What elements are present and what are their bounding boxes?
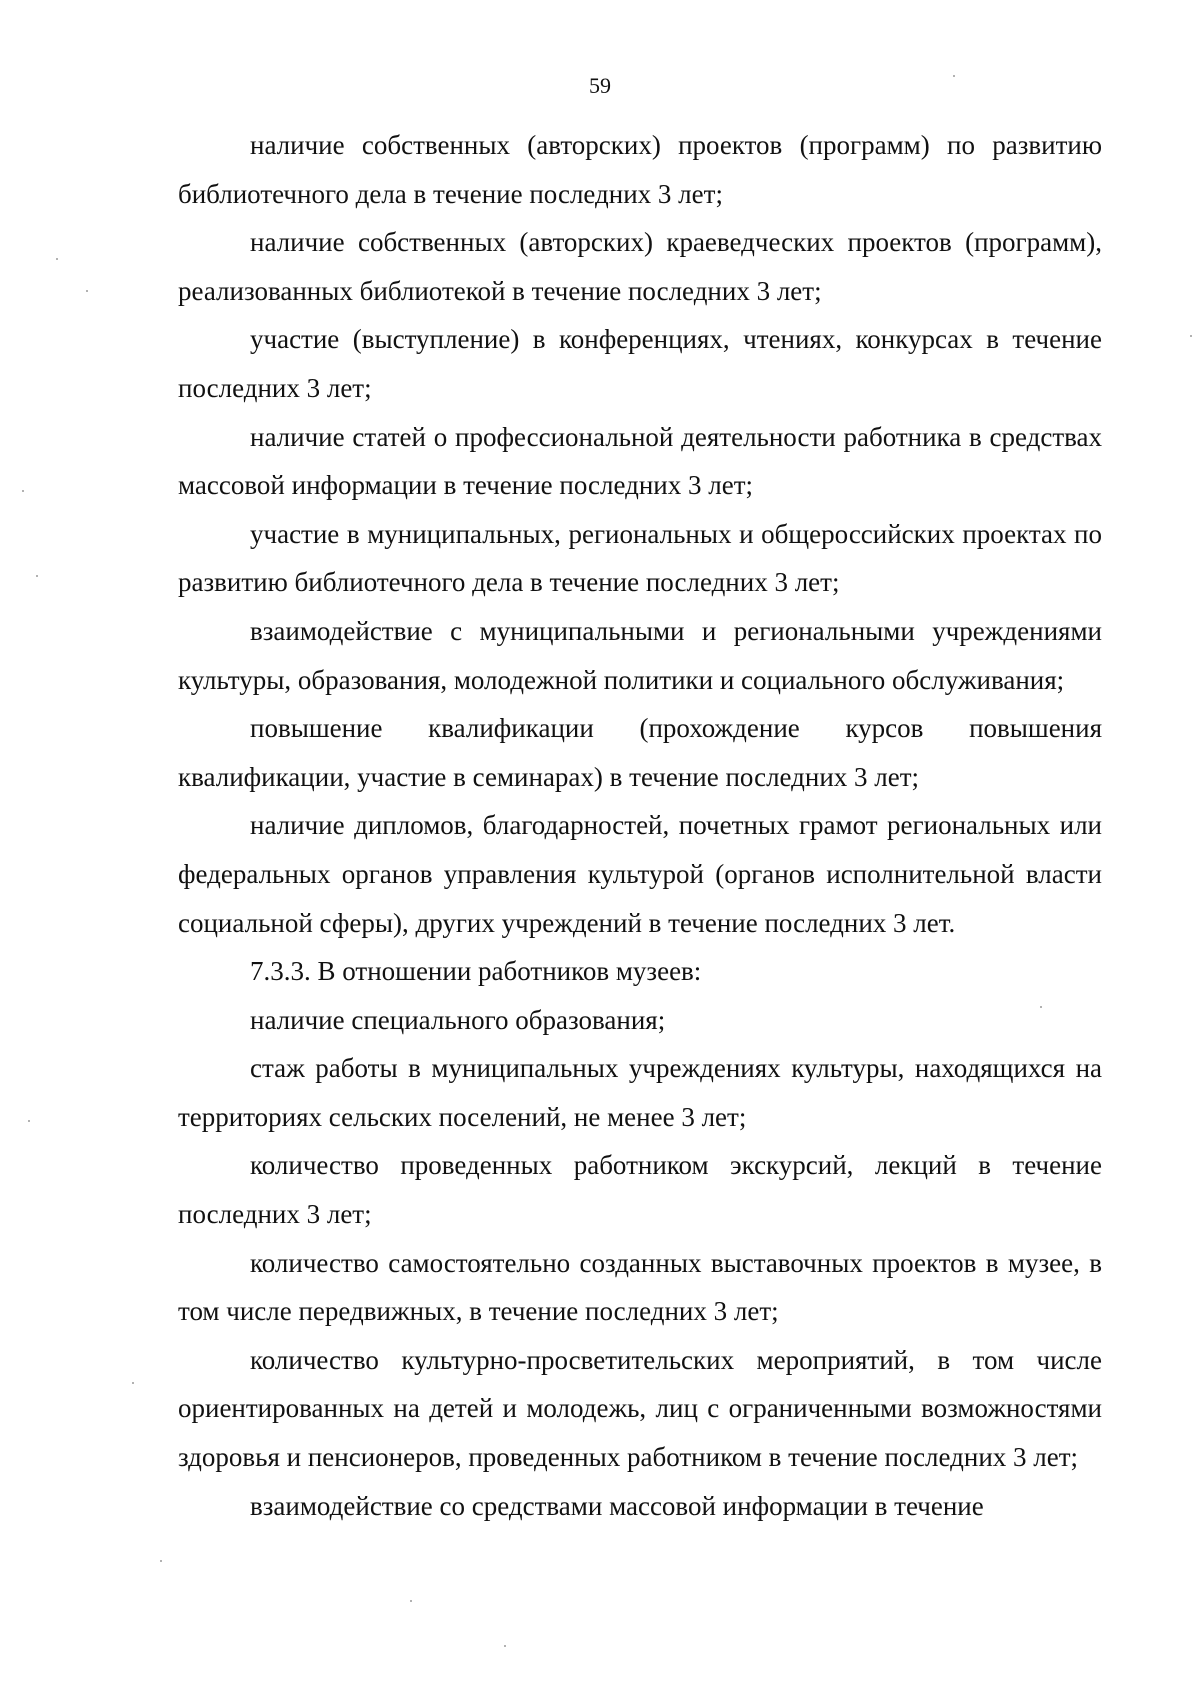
paragraph: количество проведенных работником экскурсий, лекций в течение последних 3 лет; bbox=[178, 1150, 1102, 1230]
scan-speck bbox=[1040, 1006, 1042, 1008]
paragraph: повышение квалификации (прохождение курсов повышения квалификации, участие в семинарах) в течение последних 3 лет; bbox=[178, 713, 1102, 792]
paragraph: взаимодействие с муниципальными и региональными учреждениями культуры, образования, молодежной политики и социального обслуживания; bbox=[178, 615, 1102, 695]
scan-speck bbox=[86, 290, 88, 292]
section-heading: 7.3.3. В отношении работников музеев: bbox=[250, 956, 702, 987]
scan-speck bbox=[56, 258, 58, 260]
scan-speck bbox=[132, 1382, 134, 1384]
scan-speck bbox=[22, 490, 24, 492]
paragraph: наличие специального образования; bbox=[250, 1004, 666, 1035]
scan-speck bbox=[953, 75, 955, 77]
scan-speck bbox=[1190, 335, 1192, 337]
scan-speck bbox=[160, 1560, 162, 1562]
paragraph: количество самостоятельно созданных выставочных проектов в музее, в том числе передвижных, в течение последних 3 лет; bbox=[178, 1247, 1102, 1327]
paragraph: количество культурно-просветительских мероприятий, в том числе ориентированных на детей и молодежь, лиц с ограниченными возможностями здоровья и пенсионеров, проведенных работником в течение последних 3 лет; bbox=[178, 1344, 1102, 1473]
scan-speck bbox=[504, 1645, 506, 1647]
scan-speck bbox=[28, 1120, 30, 1122]
document-body bbox=[178, 121, 1102, 1530]
paragraph: наличие дипломов, благодарностей, почетных грамот региональных или федеральных органов управления культурой (органов исполнительной власти социальной сферы), других учреждений в течение последних 3 лет. bbox=[178, 810, 1102, 938]
scan-speck bbox=[36, 575, 38, 577]
paragraph: участие (выступление) в конференциях, чтениях, конкурсах в течение последних 3 лет; bbox=[178, 324, 1102, 403]
paragraph: наличие собственных (авторских) проектов (программ) по развитию библиотечного дела в течение последних 3 лет; bbox=[178, 130, 1102, 209]
paragraph: стаж работы в муниципальных учреждениях культуры, находящихся на территориях сельских поселений, не менее 3 лет; bbox=[178, 1053, 1102, 1132]
paragraph: наличие статей о профессиональной деятельности работника в средствах массовой информации в течение последних 3 лет; bbox=[178, 421, 1102, 501]
paragraph: взаимодействие со средствами массовой информации в течение bbox=[250, 1490, 984, 1521]
scan-speck bbox=[410, 1600, 412, 1602]
page-number: 59 bbox=[589, 73, 611, 98]
paragraph: наличие собственных (авторских) краеведческих проектов (программ), реализованных библиотекой в течение последних 3 лет; bbox=[178, 227, 1102, 306]
paragraph: участие в муниципальных, региональных и общероссийских проектах по развитию библиотечного дела в течение последних 3 лет; bbox=[178, 518, 1102, 598]
